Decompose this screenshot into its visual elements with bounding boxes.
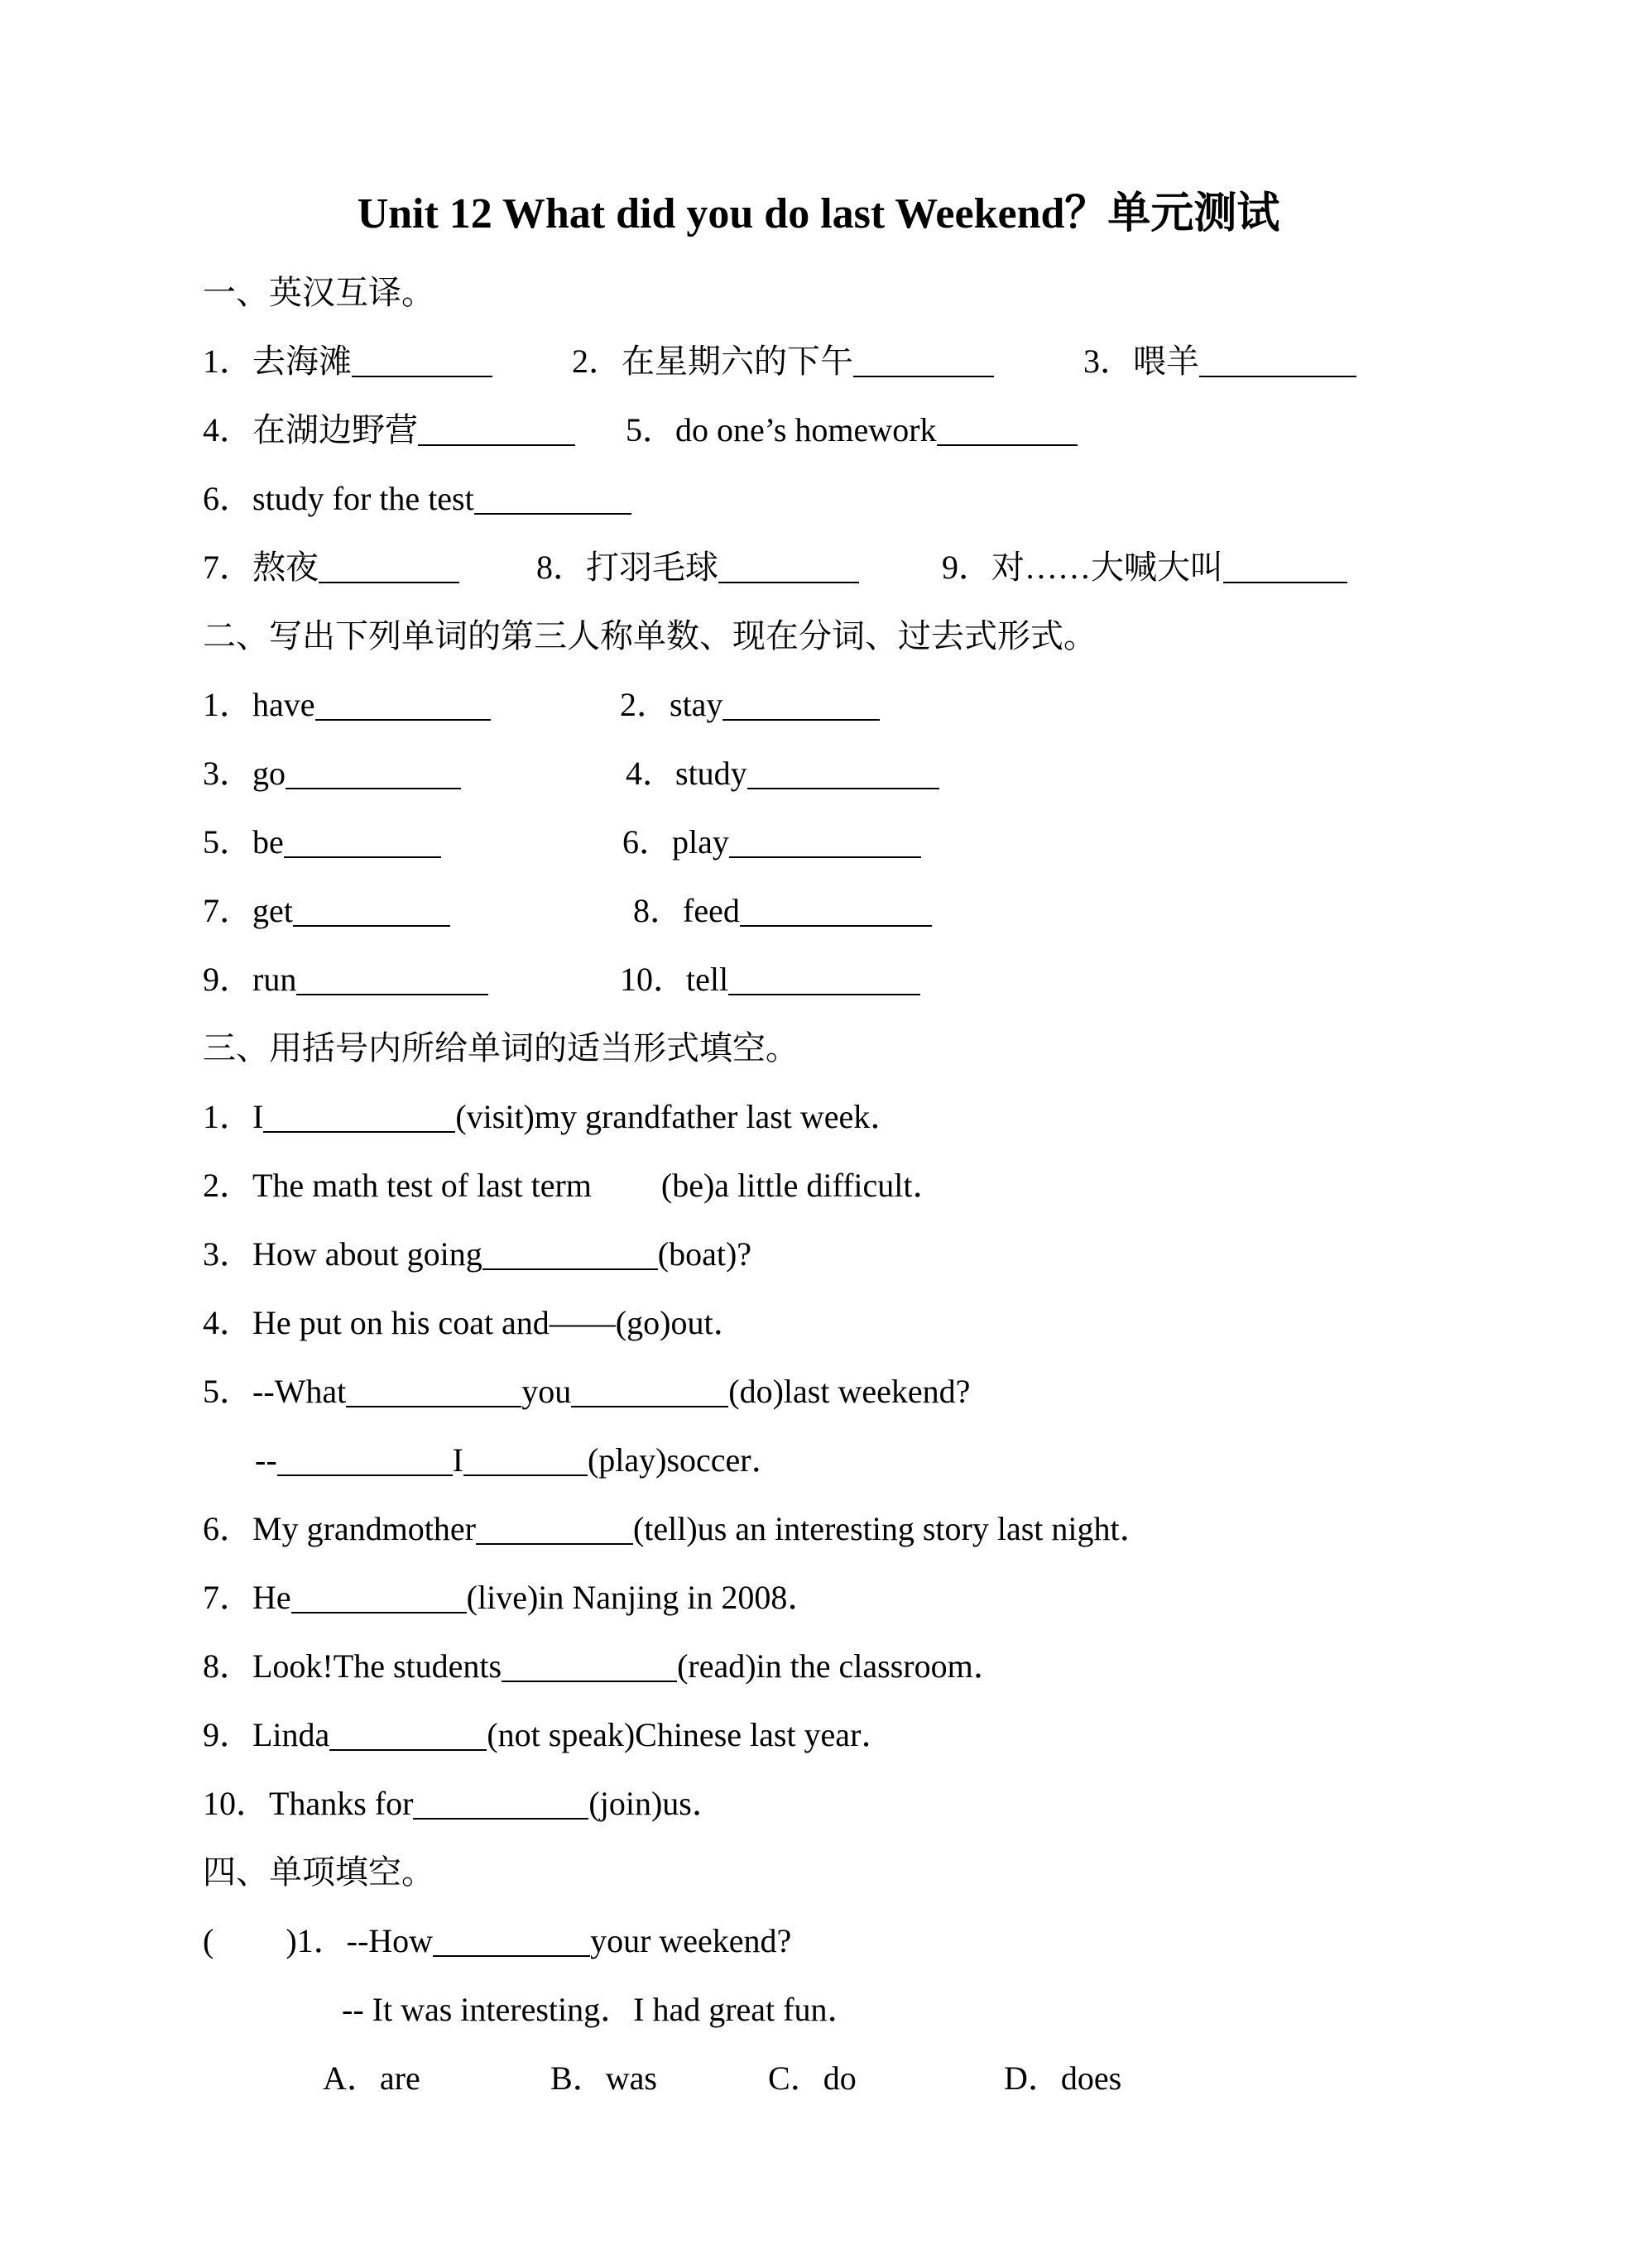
fill-in-item xyxy=(203,1288,1560,1357)
item-number: 5． xyxy=(203,1373,252,1410)
translation-item xyxy=(203,396,575,464)
item-number: 9． xyxy=(203,1716,252,1753)
answer-blank xyxy=(482,1268,658,1270)
option-c xyxy=(768,2044,857,2112)
answer-blank xyxy=(747,788,939,789)
option-text: was xyxy=(605,2059,657,2097)
item-word: play xyxy=(672,823,729,861)
answer-blank xyxy=(346,1406,521,1407)
item-word: stay xyxy=(670,686,723,723)
item-text: 打羽毛球 xyxy=(586,549,718,586)
sentence-part: --How xyxy=(346,1922,434,1959)
answer-blank xyxy=(476,1543,633,1545)
word-form-row xyxy=(203,876,1560,945)
item-number: 5． xyxy=(626,411,675,448)
option-text: are xyxy=(379,2059,420,2097)
item-number: 8． xyxy=(536,549,586,586)
answer-blank xyxy=(286,788,461,789)
answer-blank xyxy=(315,719,491,721)
item-number: 10． xyxy=(620,961,686,998)
item-number: 3． xyxy=(1083,343,1133,380)
option-label: B． xyxy=(550,2059,606,2097)
answer-blank xyxy=(319,582,459,583)
item-number: 5． xyxy=(203,823,252,861)
answer-blank xyxy=(296,994,488,995)
section-heading-translation: 一、英汉互译。 xyxy=(203,274,434,311)
option-a xyxy=(323,2044,420,2112)
item-word: go xyxy=(252,755,286,792)
item-number: 10． xyxy=(203,1785,269,1822)
sentence-part: I xyxy=(452,1441,463,1479)
translation-row xyxy=(203,464,1560,533)
translation-item xyxy=(942,533,1347,602)
sentence-part: I xyxy=(252,1098,264,1135)
fill-in-item xyxy=(203,1357,1560,1426)
sentence-part: He xyxy=(252,1579,291,1616)
answer-blank xyxy=(433,1955,590,1957)
sentence-part: (read)in the classroom． xyxy=(677,1647,1006,1685)
sentence-part: (not speak)Chinese last year． xyxy=(487,1716,895,1753)
fill-in-item xyxy=(203,1494,1560,1563)
sentence-part: your weekend? xyxy=(590,1922,792,1959)
fill-in-item xyxy=(203,1082,1560,1151)
item-number: 8． xyxy=(203,1647,252,1685)
translation-row xyxy=(203,327,1560,396)
answer-blank xyxy=(1223,582,1347,583)
choice-question xyxy=(203,1906,1560,1975)
answer-blank xyxy=(718,582,859,583)
answer-blank xyxy=(284,856,441,858)
item-number: 4． xyxy=(203,1304,252,1341)
sentence-part: (do)last weekend? xyxy=(728,1373,971,1410)
sentence-part: (visit)my grandfather last week． xyxy=(455,1098,904,1135)
fill-in-item xyxy=(203,1769,1560,1838)
translation-item xyxy=(203,464,631,533)
sentence-part: The math test of last term xyxy=(252,1167,592,1204)
choice-options xyxy=(203,2044,1560,2112)
word-form-row xyxy=(203,670,1560,739)
sentence-part: (join)us． xyxy=(588,1785,725,1822)
word-form-item xyxy=(620,670,880,739)
translation-item xyxy=(203,533,459,602)
item-number: 4． xyxy=(626,755,675,792)
word-form-item xyxy=(203,670,491,739)
word-form-item xyxy=(203,808,441,876)
item-number: 6． xyxy=(203,480,252,517)
option-b xyxy=(550,2044,657,2112)
word-form-row xyxy=(203,739,1560,808)
item-text: 去海滩 xyxy=(252,343,352,380)
item-word: study xyxy=(675,755,747,792)
item-number: 4． xyxy=(203,411,252,448)
answer-blank xyxy=(263,1131,455,1133)
answer-paren-open: ( xyxy=(203,1922,214,1959)
answer-blank xyxy=(729,856,921,858)
worksheet-body xyxy=(203,258,1560,2112)
item-text: 在湖边野营 xyxy=(252,411,418,448)
fill-in-item xyxy=(203,1563,1560,1632)
item-number: 2． xyxy=(203,1167,252,1204)
item-number: 6． xyxy=(203,1510,252,1547)
item-number: 1． xyxy=(203,686,252,723)
item-text: 在星期六的下午 xyxy=(622,343,853,380)
section-heading-fill-in: 三、用括号内所给单词的适当形式填空。 xyxy=(203,1029,799,1067)
word-form-row xyxy=(203,945,1560,1014)
option-text: do xyxy=(823,2059,857,2097)
translation-row xyxy=(203,533,1560,602)
item-word: get xyxy=(252,892,293,929)
item-word: run xyxy=(252,961,297,998)
item-number: 7． xyxy=(203,892,252,929)
option-label: A． xyxy=(323,2059,380,2097)
sentence-part: you xyxy=(521,1373,572,1410)
answer-blank xyxy=(740,925,932,927)
answer-blank xyxy=(937,444,1078,446)
sentence-part: How about going xyxy=(252,1235,482,1273)
sentence-part: (tell)us an interesting story last night． xyxy=(632,1510,1153,1547)
item-number: 2． xyxy=(620,686,670,723)
item-number: 1． xyxy=(203,343,252,380)
option-label: C． xyxy=(768,2059,823,2097)
option-label: D． xyxy=(1004,2059,1061,2097)
answer-blank xyxy=(293,925,450,927)
item-number: 3． xyxy=(203,755,252,792)
fill-in-item xyxy=(203,1700,1560,1769)
word-form-item xyxy=(633,876,932,945)
translation-item xyxy=(203,327,492,396)
worksheet-title: Unit 12 What did you do last Weekend？单元测试 xyxy=(357,190,1280,237)
item-text: 喂羊 xyxy=(1133,343,1199,380)
sentence-part: Look!The students xyxy=(252,1647,502,1685)
translation-item xyxy=(1083,327,1356,396)
item-text: do one’s homework xyxy=(675,411,937,448)
item-number: 9． xyxy=(942,549,991,586)
sentence-part: -- xyxy=(255,1441,277,1479)
answer-blank xyxy=(1199,376,1356,377)
answer-blank xyxy=(291,1612,467,1613)
translation-row xyxy=(203,396,1560,464)
item-number: 3． xyxy=(203,1235,252,1273)
item-word: have xyxy=(252,686,315,723)
word-form-row xyxy=(203,808,1560,876)
word-form-item xyxy=(203,876,450,945)
item-word: tell xyxy=(686,961,729,998)
item-text: 熬夜 xyxy=(252,549,319,586)
sentence-part: --What xyxy=(252,1373,347,1410)
fill-in-item xyxy=(203,1151,1560,1220)
answer-blank xyxy=(502,1681,677,1682)
item-word: be xyxy=(252,823,284,861)
fill-in-item xyxy=(203,1632,1560,1700)
item-number: 9． xyxy=(203,961,252,998)
sentence-part: (be)a little difficult． xyxy=(660,1167,946,1204)
item-number: 6． xyxy=(622,823,672,861)
sentence-part: He put on his coat and——(go)out． xyxy=(252,1304,746,1341)
item-number: 7． xyxy=(203,549,252,586)
answer-blank xyxy=(463,1474,588,1476)
answer-blank xyxy=(329,1749,487,1751)
answer-blank xyxy=(853,376,994,377)
answer-blank xyxy=(571,1406,728,1407)
answer-blank xyxy=(722,719,880,721)
word-form-item xyxy=(203,945,488,1014)
section-heading-multiple-choice: 四、单项填空。 xyxy=(203,1853,434,1891)
translation-item xyxy=(626,396,1078,464)
answer-blank xyxy=(352,376,492,377)
fill-in-item xyxy=(203,1220,1560,1288)
item-number: 7． xyxy=(203,1579,252,1616)
translation-item xyxy=(536,533,859,602)
choice-question-reply: -- It was interesting．I had great fun． xyxy=(342,1991,861,2028)
sentence-part: (play)soccer． xyxy=(587,1441,785,1479)
word-form-item xyxy=(203,739,461,808)
sentence-part: Thanks for xyxy=(269,1785,414,1822)
answer-blank xyxy=(728,994,920,995)
item-text: 对……大喊大叫 xyxy=(991,549,1223,586)
translation-item xyxy=(572,327,994,396)
fill-in-reply xyxy=(203,1426,1560,1494)
word-form-item xyxy=(626,739,939,808)
section-heading-word-forms: 二、写出下列单词的第三人称单数、现在分词、过去式形式。 xyxy=(203,617,1097,655)
sentence-part: My grandmother xyxy=(252,1510,476,1547)
item-number: 8． xyxy=(633,892,683,929)
item-number: 2． xyxy=(572,343,622,380)
answer-blank xyxy=(413,1818,588,1820)
answer-blank xyxy=(418,444,575,446)
answer-blank xyxy=(277,1474,453,1476)
word-form-item xyxy=(622,808,921,876)
sentence-part: (live)in Nanjing in 2008． xyxy=(466,1579,821,1616)
sentence-part: Linda xyxy=(252,1716,330,1753)
option-text: does xyxy=(1060,2059,1122,2097)
sentence-part: (boat)? xyxy=(657,1235,752,1273)
word-form-item xyxy=(620,945,920,1014)
item-text: study for the test xyxy=(252,480,474,517)
answer-blank xyxy=(474,513,631,515)
option-d xyxy=(1004,2044,1121,2112)
item-word: feed xyxy=(683,892,740,929)
item-number: 1． xyxy=(203,1098,252,1135)
item-number: 1． xyxy=(296,1922,347,1959)
answer-paren-close: ) xyxy=(286,1922,297,1959)
